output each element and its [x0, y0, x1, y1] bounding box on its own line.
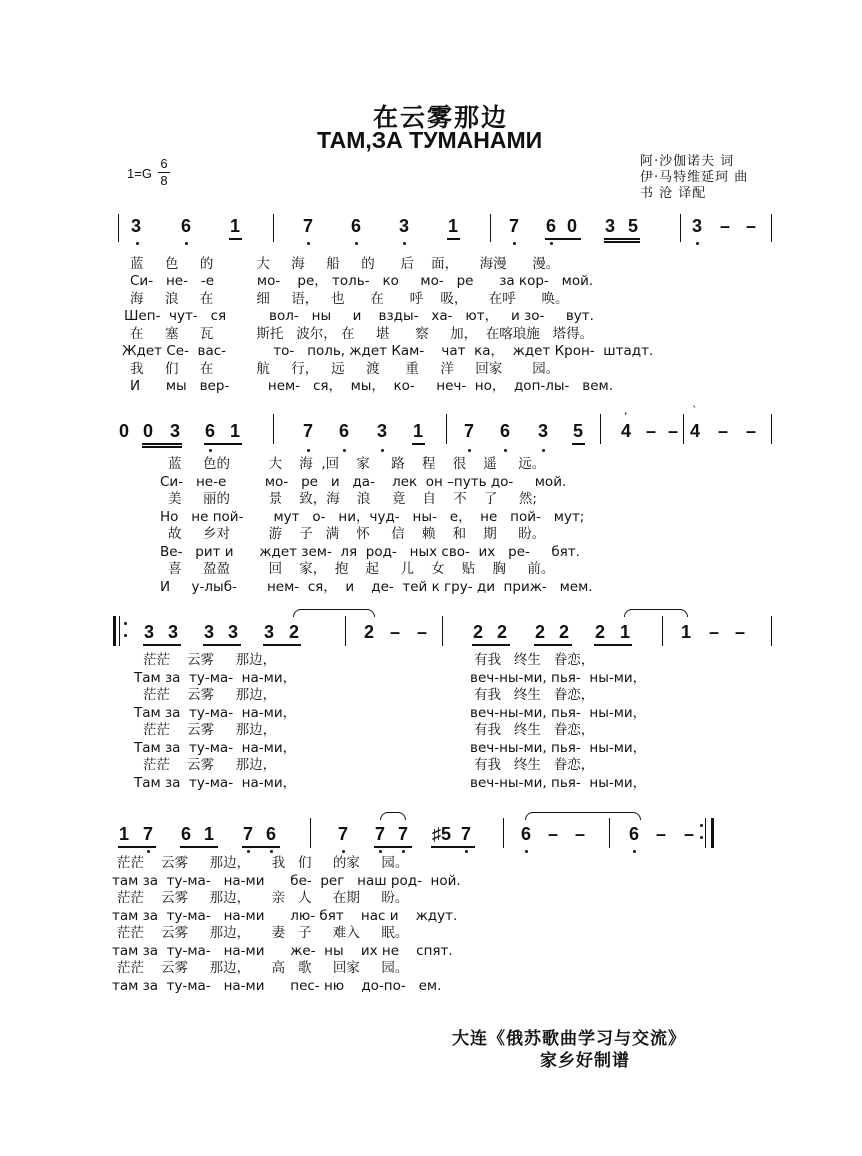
- lyric-line: Си- не-е мо- ре и да- лек он –путь до- мой.: [160, 474, 567, 490]
- note: 7: [243, 824, 254, 844]
- note: 7: [398, 824, 409, 844]
- lyric-line: Там за ту-ма- на-ми，: [134, 740, 297, 756]
- lyric-line: 蓝 色 的 大 海 船 的 后 面， 海漫 漫。: [130, 256, 560, 272]
- note: –: [709, 622, 720, 642]
- note: –: [646, 421, 657, 441]
- lyric-line: веч-ны-ми, пья- ны-ми，: [470, 775, 647, 791]
- note: 7: [303, 216, 314, 236]
- note: 7: [375, 824, 386, 844]
- lyric-line: 蓝 色的 大 海 ,回 家 路 程 很 遥 远。: [168, 456, 546, 472]
- note: 2: [473, 622, 484, 642]
- title-russian: ТАМ,ЗА ТУМАНАМИ: [317, 127, 543, 153]
- note: –: [548, 824, 559, 844]
- note: 3: [399, 216, 410, 236]
- lyric-line: Си- не- -е мо- ре， толь- ко мо- ре за кор- мой.: [130, 273, 594, 289]
- note: –: [718, 421, 729, 441]
- lyric-line: 茫茫 云雾 那边，: [143, 757, 277, 773]
- lyric-line: веч-ны-ми, пья- ны-ми，: [470, 670, 647, 686]
- note: 3: [204, 622, 215, 642]
- note: 7: [461, 824, 472, 844]
- lyric-line: Там за ту-ма- на-ми，: [134, 775, 297, 791]
- note: 7: [464, 421, 475, 441]
- lyric-line: 海 浪 在 细 语， 也 在 呼 吸， 在呼 唤。: [130, 291, 569, 307]
- note: 7: [338, 824, 349, 844]
- note: 7: [303, 421, 314, 441]
- lyric-line: Там за ту-ма- на-ми，: [134, 670, 297, 686]
- note: 3: [168, 622, 179, 642]
- note: –: [668, 421, 679, 441]
- note: 2: [595, 622, 606, 642]
- lyric-line: 有我 终生 眷恋，: [474, 722, 595, 738]
- lyric-line: 有我 终生 眷恋，: [474, 687, 595, 703]
- lyric-line: Там за ту-ма- на-ми，: [134, 705, 297, 721]
- note: 1: [413, 421, 424, 441]
- note: –: [746, 216, 757, 236]
- note: 1: [230, 216, 241, 236]
- lyric-line: Шеп- чут- ся вол- ны и взды- ха- ют， и зо- вут.: [124, 308, 594, 324]
- key-signature: 1=G: [127, 166, 152, 181]
- note: 3: [605, 216, 616, 236]
- lyric-line: 故 乡对 游 子 满 怀 信 赖 和 期 盼。: [168, 526, 546, 542]
- note: 3: [131, 216, 142, 236]
- lyric-line: там за ту-ма- на-ми пес- ню до-по- ем.: [112, 978, 442, 994]
- note: 6: [546, 216, 557, 236]
- note: ♯5: [432, 824, 452, 844]
- note: 6: [266, 824, 277, 844]
- note: 6: [521, 824, 532, 844]
- title-chinese: 在云雾那边: [373, 103, 509, 132]
- note: –: [684, 824, 695, 844]
- note: 2: [559, 622, 570, 642]
- lyric-line: Ве- рит и ждет зем- ля род- ных сво- их ре- бят.: [160, 544, 580, 560]
- note: 3: [377, 421, 388, 441]
- lyric-line: 美 丽的 景 致，海 浪 竟 自 不 了 然;: [168, 491, 537, 507]
- note: 4: [621, 421, 632, 441]
- lyric-line: И мы вер- нем- ся， мы， ко- неч- но， доп-лы- вем.: [130, 378, 614, 394]
- footer-source: 大连《俄苏歌曲学习与交流》: [452, 1029, 686, 1049]
- time-signature-top: 6: [160, 156, 168, 171]
- note: 0: [143, 421, 154, 441]
- note: 1: [681, 622, 692, 642]
- time-signature: [158, 157, 170, 188]
- note: 3: [692, 216, 703, 236]
- lyric-line: 茫茫 云雾 那边， 我 们 的家 园。: [117, 855, 409, 871]
- note: 3: [538, 421, 549, 441]
- lyric-line: 茫茫 云雾 那边， 妻 子 难入 眠。: [117, 925, 409, 941]
- note: 3: [228, 622, 239, 642]
- note: 3: [144, 622, 155, 642]
- note: 7: [509, 216, 520, 236]
- lyric-line: 茫茫 云雾 那边， 高 歌 回家 园。: [117, 960, 409, 976]
- lyric-line: 喜 盈盈 回 家， 抱 起 儿 女 贴 胸 前。: [168, 561, 555, 577]
- note: 6: [205, 421, 216, 441]
- lyric-line: там за ту-ма- на-ми бе- рег наш род- ной.: [112, 873, 461, 889]
- lyric-line: 茫茫 云雾 那边，: [143, 652, 277, 668]
- lyric-line: 有我 终生 眷恋，: [474, 652, 595, 668]
- note: –: [656, 824, 667, 844]
- note: –: [390, 622, 401, 642]
- note: 5: [573, 421, 584, 441]
- note: 6: [339, 421, 350, 441]
- note: 6: [181, 824, 192, 844]
- credit-lyricist: 阿·沙伽诺夫 词: [640, 154, 735, 169]
- note: 2: [535, 622, 546, 642]
- credit-translator: 书 沧 译配: [640, 186, 707, 201]
- note: –: [735, 622, 746, 642]
- lyric-line: 我 们 在 航 行， 远 渡 重 洋 回家 园。: [130, 361, 560, 377]
- note: 1: [230, 421, 241, 441]
- note: 3: [170, 421, 181, 441]
- note: 2: [497, 622, 508, 642]
- lyric-line: веч-ны-ми, пья- ны-ми，: [470, 740, 647, 756]
- note: 6: [629, 824, 640, 844]
- lyric-line: 在 塞 瓦 斯托 波尔， 在 堪 察 加， 在喀琅施 塔得。: [130, 326, 594, 342]
- note: –: [575, 824, 586, 844]
- note: 1: [448, 216, 459, 236]
- note: –: [417, 622, 428, 642]
- lyric-line: веч-ны-ми, пья- ны-ми，: [470, 705, 647, 721]
- note: 6: [351, 216, 362, 236]
- note: 0: [567, 216, 578, 236]
- note: 4: [690, 421, 701, 441]
- note: 1: [620, 622, 631, 642]
- note: –: [720, 216, 731, 236]
- lyric-line: там за ту-ма- на-ми лю- бят нас и ждут.: [112, 908, 458, 924]
- note: 6: [181, 216, 192, 236]
- lyric-line: 茫茫 云雾 那边， 亲 人 在期 盼。: [117, 890, 409, 906]
- lyric-line: Ждет Се- вас- то- поль, ждет Кам- чат ка， ждет Крон- штадт.: [122, 343, 654, 359]
- footer-transcriber: 家乡好制谱: [540, 1051, 630, 1071]
- note: 0: [119, 421, 130, 441]
- note: 2: [364, 622, 375, 642]
- note: –: [746, 421, 757, 441]
- lyric-line: 茫茫 云雾 那边，: [143, 722, 277, 738]
- lyric-line: там за ту-ма- на-ми же- ны их не спят.: [112, 943, 453, 959]
- note: 5: [628, 216, 639, 236]
- note: 2: [289, 622, 300, 642]
- credit-composer: 伊·马特维延珂 曲: [640, 170, 749, 185]
- note: 1: [119, 824, 130, 844]
- lyric-line: И у-лыб- нем- ся， и де- тей к гру- ди приж- мем.: [160, 579, 593, 595]
- time-signature-bottom: 8: [160, 173, 168, 188]
- note: 3: [264, 622, 275, 642]
- note: 6: [500, 421, 511, 441]
- lyric-line: Но не пой- мут о- ни，чуд- ны- е， не пой- мут;: [160, 509, 585, 525]
- note: 1: [204, 824, 215, 844]
- note: 7: [143, 824, 154, 844]
- lyric-line: 茫茫 云雾 那边，: [143, 687, 277, 703]
- lyric-line: 有我 终生 眷恋，: [474, 757, 595, 773]
